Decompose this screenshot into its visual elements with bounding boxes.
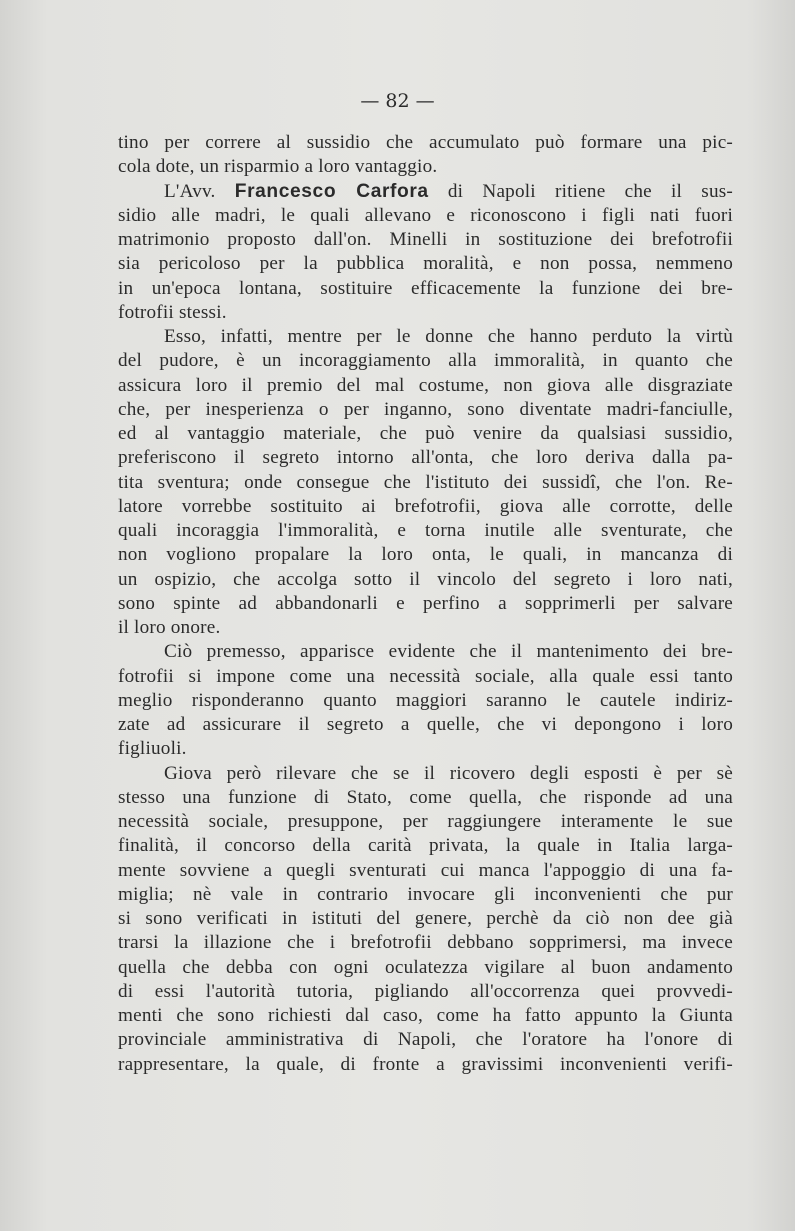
text-line: non vogliono propalare la loro onta, le quali, in mancanza di (118, 544, 733, 566)
text-line: fotrofii si impone come una necessità sociale, alla quale essi tanto (118, 665, 733, 687)
text-line: provinciale amministrativa di Napoli, che l'oratore ha l'onore di (118, 1029, 733, 1051)
text-line: del pudore, è un incoraggiamento alla immoralità, in quanto che (118, 350, 733, 372)
text-line: mente sovviene a quegli sventurati cui manca l'appoggio di una fa- (118, 859, 733, 881)
text-line: stesso una funzione di Stato, come quella, che risponde ad una (118, 786, 733, 808)
text-line: di essi l'autorità tutoria, pigliando all'occorrenza quei provvedi- (118, 980, 733, 1002)
text-line: quali incoraggia l'immoralità, e torna inutile alle sventurate, che (118, 520, 733, 541)
text-line: tita sventura; onde consegue che l'istituto dei sussidî, che l'on. Re- (118, 471, 733, 493)
text-line: Giova però rilevare che se il ricovero degli esposti è per sè (164, 762, 733, 784)
text-line: fotrofii stessi. (118, 301, 227, 323)
text-line: zate ad assicurare il segreto a quelle, che vi depongono i loro (118, 714, 733, 735)
text-line: figliuoli. (118, 738, 187, 760)
body-text (118, 131, 733, 1077)
text-line: Ciò premesso, apparisce evidente che il mantenimento dei bre- (164, 641, 733, 663)
text-line: sidio alle madri, le quali allevano e riconoscono i figli nati fuori (118, 204, 733, 226)
text-line: preferiscono il segreto intorno all'onta, che loro deriva dalla pa- (118, 447, 733, 469)
speaker-name: Francesco Carfora (234, 180, 429, 202)
text-line: ed al vantaggio materiale, che può venire da qualsiasi sussidio, (118, 423, 733, 444)
text-line: trarsi la illazione che i brefotrofii debbano sopprimersi, ma invece (118, 932, 733, 954)
text-line: latore vorrebbe sostituito ai brefotrofii, giova alle corrotte, delle (118, 495, 733, 517)
text-line: Esso, infatti, mentre per le donne che hanno perduto la virtù (164, 326, 733, 347)
text-line: meglio risponderanno quanto maggiori saranno le cautele indiriz- (118, 689, 733, 711)
text-segment: L'Avv. (164, 180, 235, 202)
text-segment: di Napoli ritiene che il sus- (428, 180, 733, 202)
text-line: necessità sociale, presuppone, per raggiungere interamente le sue (118, 811, 733, 832)
text-line: matrimonio proposto dall'on. Minelli in sostituzione dei brefotrofii (118, 229, 733, 250)
text-line: quella che debba con ogni oculatezza vigilare al buon andamento (118, 956, 733, 978)
text-line: un ospizio, che accolga sotto il vincolo del segreto i loro nati, (118, 568, 733, 590)
text-line: si sono verificati in istituti del genere, perchè da ciò non dee già (118, 908, 733, 929)
text-line: menti che sono richiesti dal caso, come ha fatto appunto la Giunta (118, 1005, 733, 1026)
text-line (118, 180, 733, 204)
text-line: il loro onore. (118, 617, 221, 638)
text-line: tino per correre al sussidio che accumulato può formare una pic- (118, 132, 733, 153)
text-line: rappresentare, la quale, di fronte a gravissimi inconvenienti verifi- (118, 1053, 733, 1075)
text-line: che, per inesperienza o per inganno, sono diventate madri-fanciulle, (118, 398, 733, 420)
text-line: in un'epoca lontana, sostituire efficacemente la funzione dei bre- (118, 277, 733, 299)
text-line: assicura loro il premio del mal costume, non giova alle disgraziate (118, 374, 733, 396)
page-number: — 82 — (360, 90, 435, 112)
text-line: sono spinte ad abbandonarli e perfino a sopprimerli per salvare (118, 592, 733, 614)
text-line: finalità, il concorso della carità privata, la quale in Italia larga- (118, 835, 733, 857)
text-line: sia pericoloso per la pubblica moralità, e non possa, nemmeno (118, 253, 733, 275)
text-line: cola dote, un risparmio a loro vantaggio. (118, 156, 438, 178)
text-line: miglia; nè vale in contrario invocare gli inconvenienti che pur (118, 883, 733, 905)
